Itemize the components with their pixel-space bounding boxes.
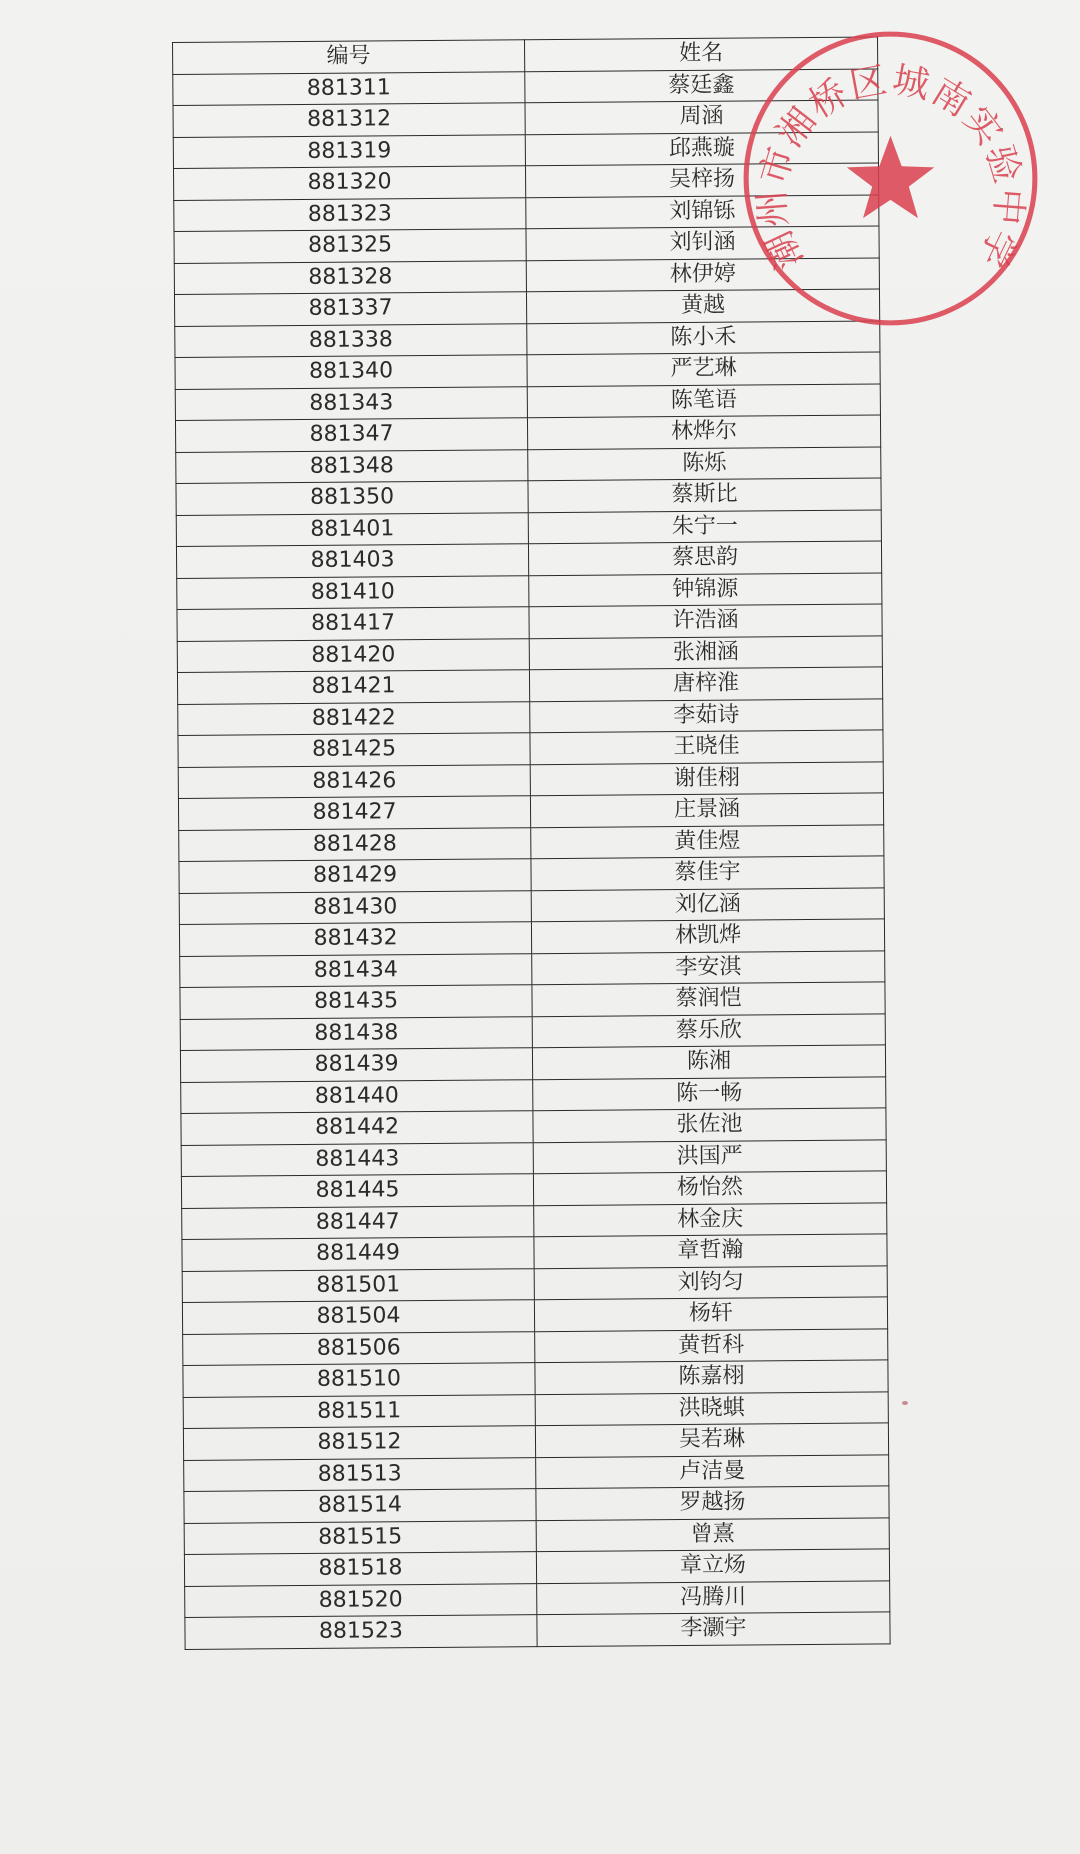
seal-star-icon — [847, 136, 934, 218]
student-id-cell: 881440 — [181, 1079, 533, 1113]
student-id-cell: 881420 — [177, 638, 529, 672]
student-id-cell: 881348 — [176, 449, 528, 483]
student-name-cell: 张湘涵 — [529, 635, 882, 669]
student-name-cell: 蔡润恺 — [532, 982, 885, 1016]
student-id-cell: 881325 — [174, 229, 526, 263]
student-name-cell: 林金庆 — [534, 1202, 887, 1236]
student-id-cell: 881445 — [181, 1174, 533, 1208]
student-name-cell: 林伊婷 — [526, 257, 879, 291]
student-name-cell: 陈嘉栩 — [535, 1360, 888, 1394]
student-id-cell: 881319 — [173, 134, 525, 168]
student-name-cell: 冯腾川 — [537, 1580, 890, 1614]
student-id-cell: 881426 — [178, 764, 530, 798]
student-name-cell: 章立炀 — [536, 1549, 889, 1583]
student-name-cell: 张佐池 — [533, 1108, 886, 1142]
student-id-cell: 881518 — [184, 1552, 536, 1586]
student-id-cell: 881447 — [182, 1205, 534, 1239]
student-name-cell: 黄哲科 — [535, 1328, 888, 1362]
student-id-cell: 881504 — [182, 1300, 534, 1334]
student-name-cell: 陈湘 — [532, 1045, 885, 1079]
student-id-cell: 881428 — [179, 827, 531, 861]
student-id-cell: 881514 — [184, 1489, 536, 1523]
student-name-cell: 刘钊涵 — [526, 226, 879, 260]
student-name-cell: 吴若琳 — [535, 1423, 888, 1457]
student-name-cell: 吴梓扬 — [525, 163, 878, 197]
student-name-cell: 洪国严 — [533, 1139, 886, 1173]
student-name-cell: 蔡乐欣 — [532, 1013, 885, 1047]
student-id-cell: 881443 — [181, 1142, 533, 1176]
student-id-cell: 881425 — [178, 733, 530, 767]
student-id-cell: 881350 — [176, 481, 528, 515]
student-name-cell: 朱宁一 — [528, 509, 881, 543]
student-name-cell: 曾熹 — [536, 1517, 889, 1551]
student-id-cell: 881422 — [178, 701, 530, 735]
student-id-cell: 881347 — [175, 418, 527, 452]
header-name: 姓名 — [524, 37, 877, 71]
student-id-cell: 881338 — [175, 323, 527, 357]
student-id-cell: 881523 — [185, 1615, 537, 1649]
student-id-cell: 881429 — [179, 859, 531, 893]
student-name-cell: 罗越扬 — [536, 1486, 889, 1520]
student-name-cell: 陈小禾 — [527, 320, 880, 354]
student-id-cell: 881430 — [179, 890, 531, 924]
student-name-cell: 王晓佳 — [530, 730, 883, 764]
student-name-cell: 刘锦铄 — [526, 194, 879, 228]
student-name-cell: 严艺琳 — [527, 352, 880, 386]
student-id-cell: 881421 — [177, 670, 529, 704]
school-seal-stamp — [738, 26, 1043, 331]
student-name-cell: 黄越 — [526, 289, 879, 323]
student-id-cell: 881410 — [177, 575, 529, 609]
student-id-cell: 881337 — [174, 292, 526, 326]
student-id-cell: 881506 — [183, 1331, 535, 1365]
student-id-cell: 881511 — [183, 1394, 535, 1428]
student-id-cell: 881438 — [180, 1016, 532, 1050]
student-id-cell: 881312 — [173, 103, 525, 137]
student-name-cell: 卢洁曼 — [536, 1454, 889, 1488]
student-name-cell: 庄景涵 — [530, 793, 883, 827]
student-id-cell: 881432 — [179, 922, 531, 956]
student-name-cell: 李灏宇 — [537, 1612, 890, 1646]
student-name-cell: 杨轩 — [534, 1297, 887, 1331]
student-name-cell: 黄佳煜 — [531, 824, 884, 858]
student-name-cell: 李安淇 — [532, 950, 885, 984]
student-id-cell: 881343 — [175, 386, 527, 420]
student-name-cell: 谢佳栩 — [530, 761, 883, 795]
student-id-cell: 881340 — [175, 355, 527, 389]
student-name-cell: 刘亿涵 — [531, 887, 884, 921]
student-id-cell: 881401 — [176, 512, 528, 546]
student-name-cell: 唐梓淮 — [529, 667, 882, 701]
student-id-cell: 881311 — [173, 71, 525, 105]
student-name-cell: 洪晓蜞 — [535, 1391, 888, 1425]
student-name-cell: 许浩涵 — [529, 604, 882, 638]
student-id-cell: 881403 — [176, 544, 528, 578]
ink-speck — [902, 1401, 908, 1405]
student-name-cell: 邱燕璇 — [525, 131, 878, 165]
student-name-cell: 周涵 — [525, 100, 878, 134]
student-name-cell: 陈一畅 — [533, 1076, 886, 1110]
student-name-cell: 钟锦源 — [529, 572, 882, 606]
student-name-cell: 林烨尔 — [527, 415, 880, 449]
student-name-cell: 蔡廷鑫 — [525, 68, 878, 102]
student-id-cell: 881449 — [182, 1237, 534, 1271]
student-name-cell: 林凯烨 — [531, 919, 884, 953]
student-id-cell: 881434 — [180, 953, 532, 987]
student-id-cell: 881512 — [183, 1426, 535, 1460]
seal-graphic — [738, 26, 1043, 331]
student-id-cell: 881323 — [174, 197, 526, 231]
student-id-cell: 881515 — [184, 1520, 536, 1554]
student-id-cell: 881427 — [178, 796, 530, 830]
seal-text: 潮州市湘桥区城南实验中学 — [749, 57, 1032, 276]
student-name-cell: 蔡斯比 — [528, 478, 881, 512]
student-id-cell: 881442 — [181, 1111, 533, 1145]
student-id-cell: 881328 — [174, 260, 526, 294]
header-id: 编号 — [173, 40, 525, 74]
student-name-cell: 蔡佳宇 — [531, 856, 884, 890]
table-row — [185, 1612, 890, 1649]
student-id-cell: 881520 — [185, 1583, 537, 1617]
student-name-cell: 刘钧匀 — [534, 1265, 887, 1299]
student-name-cell: 陈烁 — [528, 446, 881, 480]
student-id-cell: 881417 — [177, 607, 529, 641]
student-name-cell: 李茹诗 — [530, 698, 883, 732]
student-id-cell: 881435 — [180, 985, 532, 1019]
student-id-cell: 881501 — [182, 1268, 534, 1302]
student-id-cell: 881320 — [173, 166, 525, 200]
student-id-cell: 881439 — [180, 1048, 532, 1082]
student-name-cell: 章哲瀚 — [534, 1234, 887, 1268]
student-name-cell: 陈笔语 — [527, 383, 880, 417]
student-name-cell: 杨怡然 — [533, 1171, 886, 1205]
student-id-cell: 881510 — [183, 1363, 535, 1397]
student-id-cell: 881513 — [184, 1457, 536, 1491]
student-name-cell: 蔡思韵 — [528, 541, 881, 575]
